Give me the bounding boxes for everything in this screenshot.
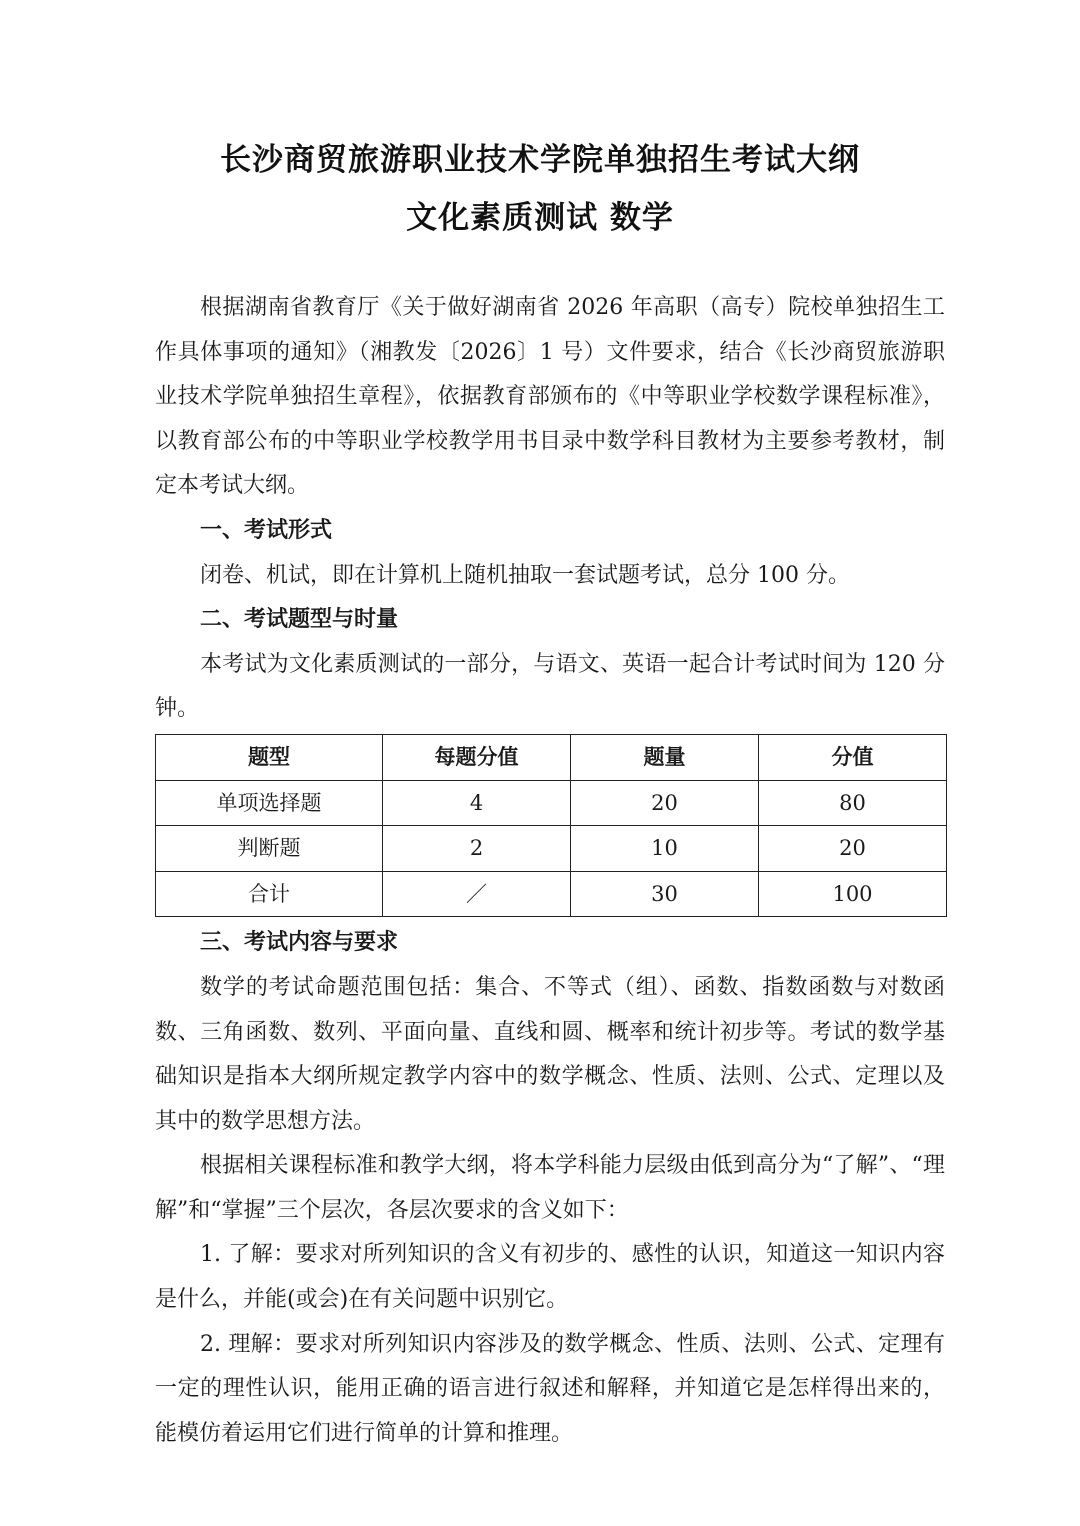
table-cell: 2 [383,826,571,872]
document-title: 长沙商贸旅游职业技术学院单独招生考试大纲 [220,142,860,178]
section-heading-question-types: 二、考试题型与时量 [200,607,399,633]
table-row [156,780,947,826]
table-header-cell: 每题分值 [383,734,571,780]
table-header-cell: 分值 [759,734,947,780]
table-header-cell: 题量 [571,734,759,780]
table-cell: 20 [759,826,947,872]
table-header-cell: 题型 [156,734,383,780]
table-cell: 10 [571,826,759,872]
section-heading-content: 三、考试内容与要求 [200,930,399,956]
content-scope-paragraph: 数学的考试命题范围包括：集合、不等式（组）、函数、指数函数与对数函数、三角函数、数列、平面向量、直线和圆、概率和统计初步等。考试的数学基础知识是指本大纲所规定教学内容中的数学概念、性质、法则、公式、定理以及其中的数学思想方法。 [155,974,945,1134]
table-cell: 80 [759,780,947,826]
section-heading-exam-form: 一、考试形式 [200,517,333,543]
table-cell: ／ [383,871,571,917]
table-cell: 100 [759,871,947,917]
table-cell: 30 [571,871,759,917]
table-cell: 单项选择题 [156,780,383,826]
exam-form-paragraph: 闭卷、机试，即在计算机上随机抽取一套试题考试，总分 100 分。 [200,562,850,588]
table-header-row [156,734,947,780]
score-table [155,734,947,917]
document-subtitle: 文化素质测试 数学 [406,200,674,236]
intro-paragraph: 根据湖南省教育厅《关于做好湖南省 2026 年高职（高专）院校单独招生工作具体事项的通知》（湘教发〔2026〕1 号）文件要求，结合《长沙商贸旅游职业技术学院单独招生章程》，依据教育部颁布的《中等职业学校数学课程标准》，以教育部公布的中等职业学校教学用书目录中数学科目教材为主要参考教材，制定本考试大纲。 [155,295,945,499]
level-comprehend-paragraph: 2. 理解：要求对所列知识内容涉及的数学概念、性质、法则、公式、定理有一定的理性认识，能用正确的语言进行叙述和解释，并知道它是怎样得出来的，能模仿着运用它们进行简单的计算和推理。 [155,1331,945,1446]
table-row [156,871,947,917]
table-cell: 4 [383,780,571,826]
document-body [155,286,945,1456]
table-row [156,826,947,872]
table-cell: 20 [571,780,759,826]
table-cell: 判断题 [156,826,383,872]
question-types-paragraph: 本考试为文化素质测试的一部分，与语文、英语一起合计考试时间为 120 分钟。 [155,651,945,722]
level-understand-paragraph: 1. 了解：要求对所列知识的含义有初步的、感性的认识，知道这一知识内容是什么，并能(或会)在有关问题中识别它。 [155,1242,945,1313]
table-cell: 合计 [156,871,383,917]
ability-levels-paragraph: 根据相关课程标准和教学大纲，将本学科能力层级由低到高分为“了解”、“理解”和“掌握”三个层次，各层次要求的含义如下： [155,1153,945,1223]
